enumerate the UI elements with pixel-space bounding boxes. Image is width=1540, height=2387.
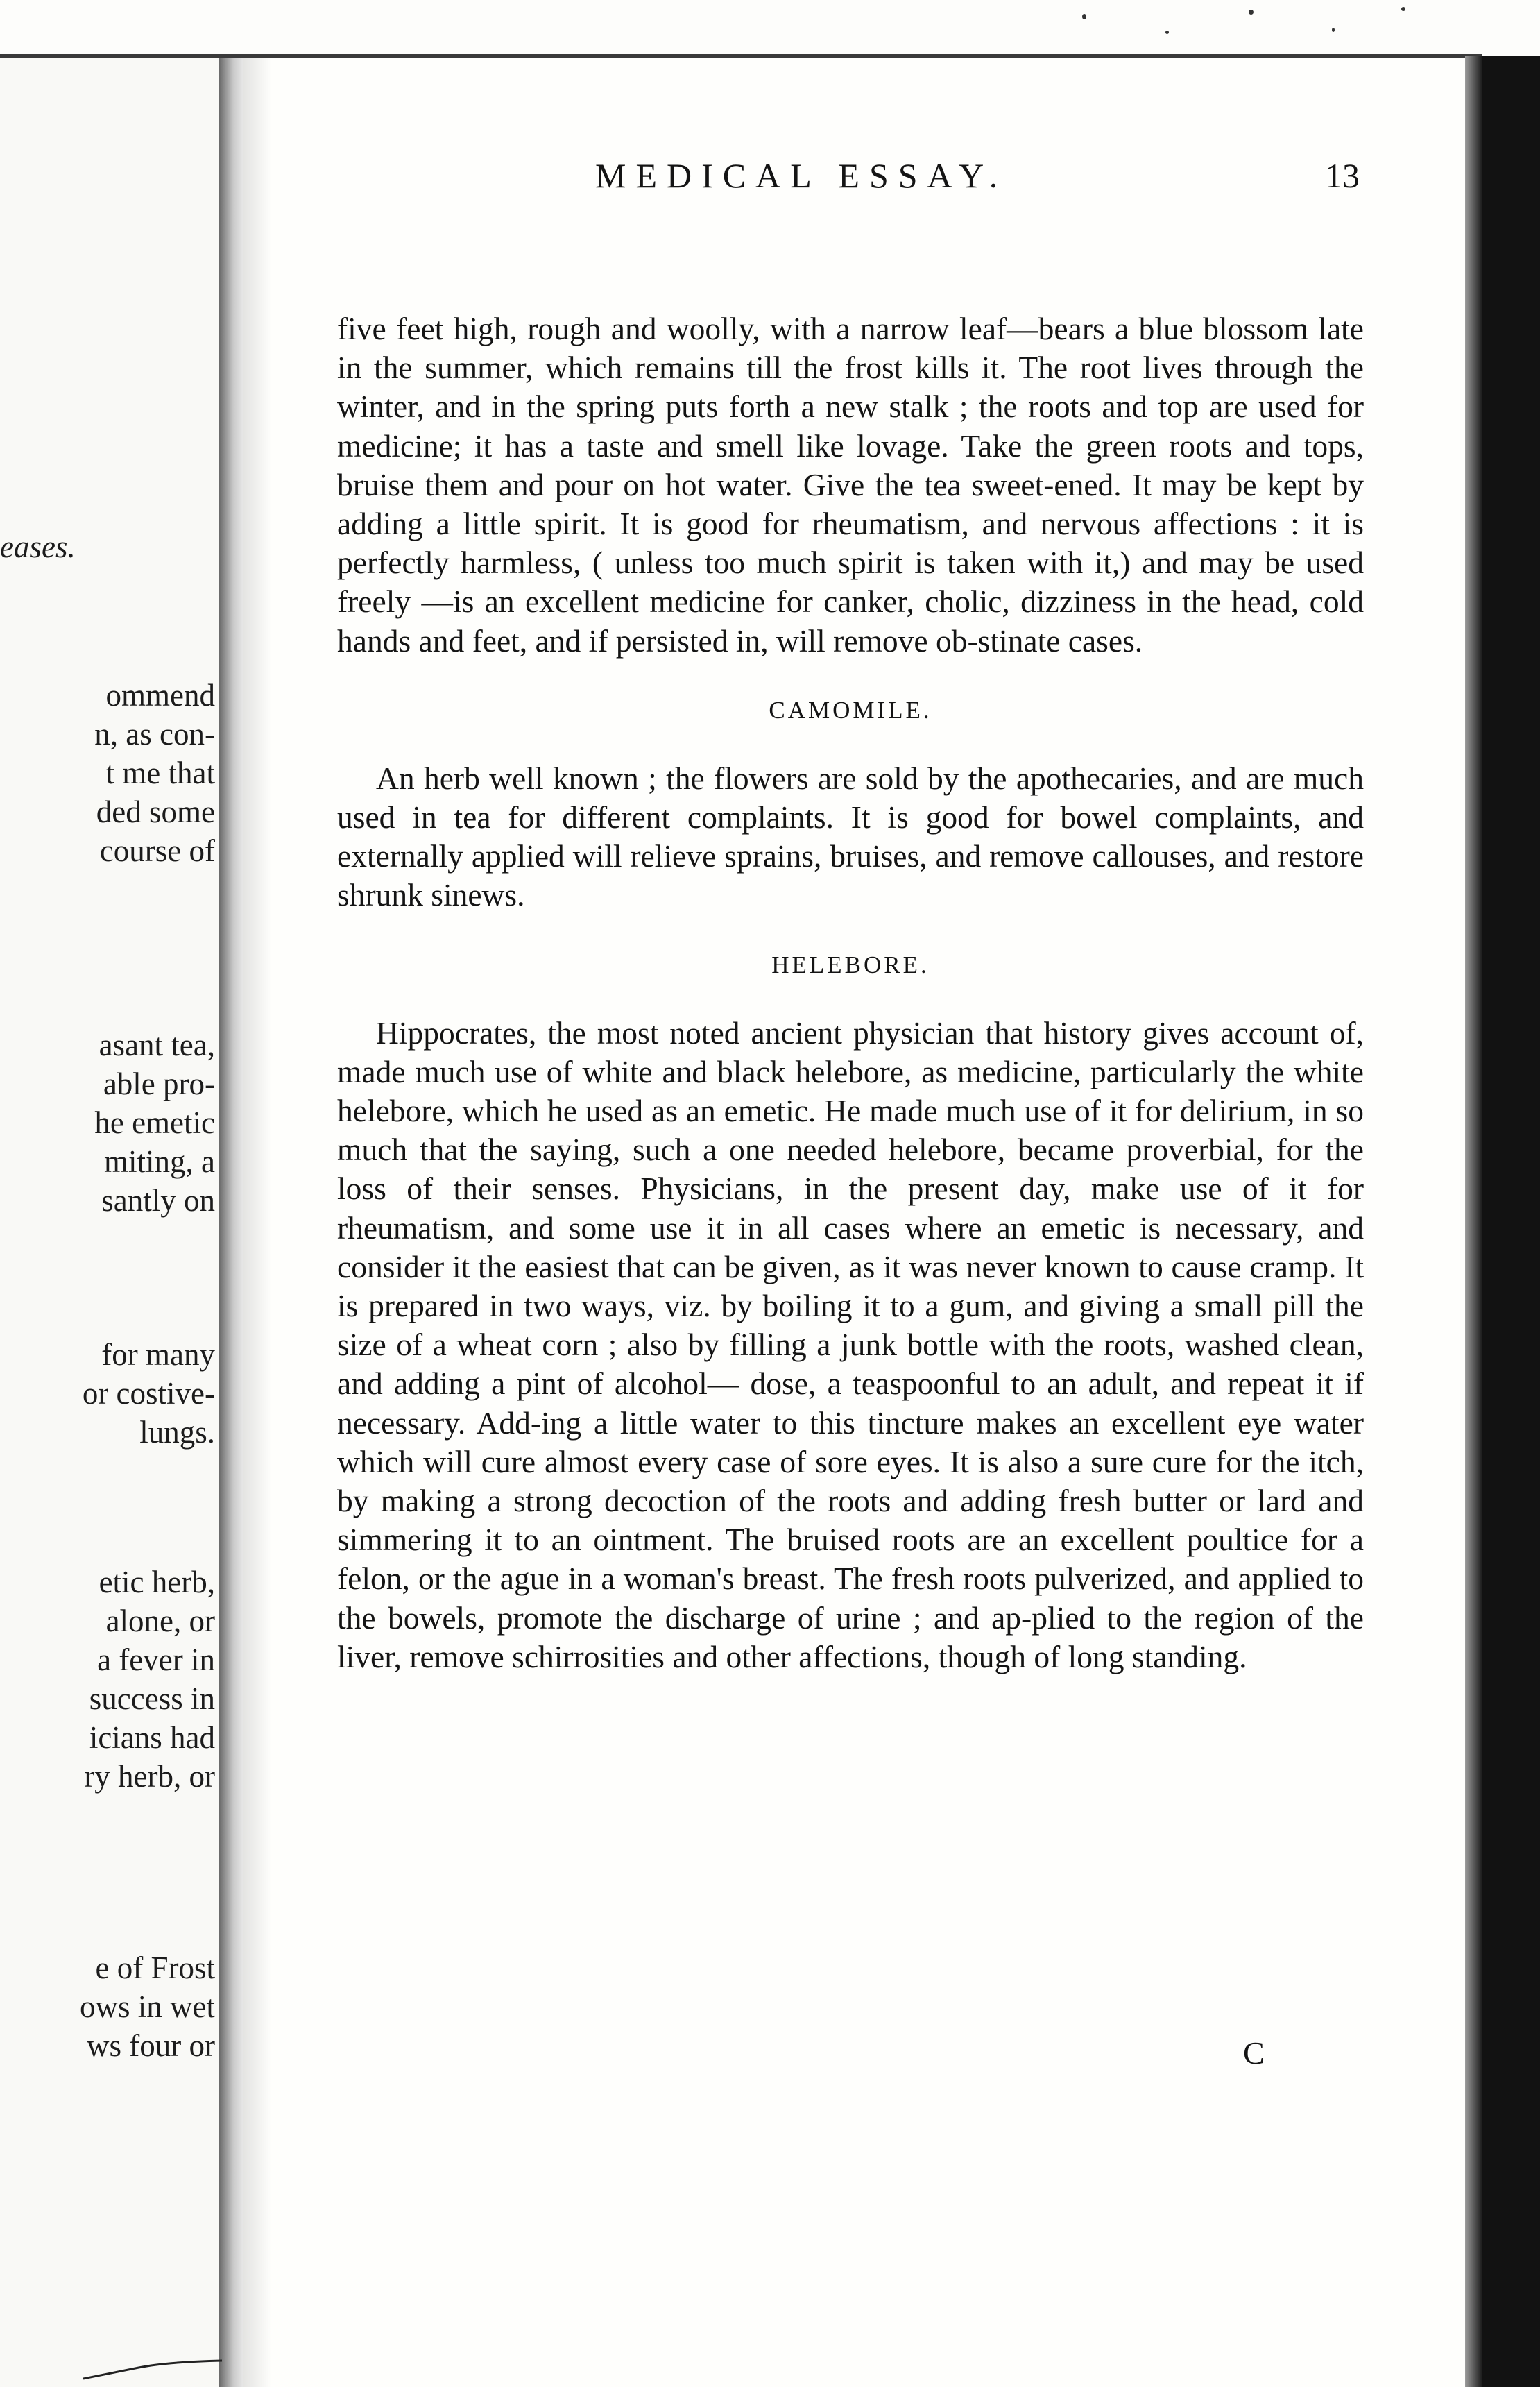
section-heading-camomile: CAMOMILE. (769, 696, 932, 724)
left-fragment-line: a fever in (97, 1642, 215, 1677)
left-fragment-line: asant tea, (99, 1028, 215, 1062)
signature-mark: C (1243, 2035, 1265, 2071)
running-title: MEDICAL ESSAY. (595, 156, 1008, 195)
left-fragment-line: success in (89, 1681, 215, 1716)
section-paragraph-camomile: An herb well known ; the flowers are sold by the apothecaries, and are much used in tea for different complaints. It is good for bowel complaints, and externally applied will relieve sprains, bruises, and remove callouses, and restore shrunk sinews. (337, 760, 1364, 913)
page-edge-shadow (1465, 56, 1482, 2387)
scan-artifact (83, 2352, 222, 2380)
left-fragment-line: or costive- (82, 1376, 215, 1411)
opening-paragraph: five feet high, rough and woolly, with a narrow leaf—bears a blue blossom late in the summer, which remains till the frost kills it. The root lives through the winter, and in the spring puts forth a new stalk ; the roots and top are used for medicine; it has a taste and smell like lovage. Take the green roots and tops, bruise them and pour on hot water. Give the tea sweet-ened. It may be kept by adding a little spirit. It is good for rheumatism, and nervous affections : it is perfectly harmless, ( unless too much spirit is taken with it,) and may be used freely —is an excellent medicine for canker, cholic, dizziness in the head, cold hands and feet, and if persisted in, will remove ob-stinate cases. (337, 311, 1364, 659)
left-fragment-line: ows in wet (80, 1989, 215, 2024)
left-fragment-line: santly on (101, 1183, 215, 1218)
left-fragment-line: ry herb, or (84, 1759, 215, 1794)
left-fragment-line: e of Frost (95, 1951, 215, 1985)
left-fragment-line: ws four or (87, 2028, 215, 2063)
running-head (325, 155, 1365, 211)
left-fragment-line: miting, a (104, 1144, 215, 1179)
left-fragment-line: t me that (105, 756, 215, 790)
page-number: 13 (1325, 156, 1360, 195)
left-fragment-line: n, as con- (94, 717, 215, 751)
left-fragment-line: alone, or (105, 1604, 215, 1638)
section-paragraph-helebore: Hippocrates, the most noted ancient physician that history gives account of, made much use of white and black helebore, as medicine, particularly the white helebore, which he used as an emetic. He made much use of it for delirium, in so much that the saying, such a one needed helebore, became proverbial, for the loss of their senses. Physicians, in the present day, make use of it for rheumatism, and some use it in all cases where an emetic is necessary, and consider it the easiest that can be given, as it was never known to cause cramp. It is prepared in two ways, viz. by boiling it to a gum, and giving a small pill the size of a wheat corn ; also by filling a junk bottle with the roots, washed clean, and adding a pint of alcohol— dose, a teaspoonful to an adult, and repeat it if necessary. Add-ing a little water to this tincture makes an excellent eye water which will cure almost every case of sore eyes. It is also a sure cure for the itch, by making a strong decoction of the roots and adding fresh butter or lard and simmering it to an ointment. The bruised roots are an excellent poultice for a felon, or the ague in a woman's breast. The fresh roots pulverized, and applied to the bowels, promote the discharge of urine ; and ap-plied to the region of the liver, remove schirrosities and other affections, though of long standing. (337, 1014, 1364, 1674)
page-text (337, 309, 1364, 1676)
section-heading-helebore: HELEBORE. (771, 951, 930, 978)
left-fragment-line: able pro- (103, 1067, 215, 1101)
left-fragment-line: ded some (96, 795, 215, 829)
scan-speckles (1041, 0, 1457, 49)
scan-border (1482, 56, 1540, 2387)
left-facing-page (0, 58, 219, 2387)
left-fragment-line: eases. (0, 529, 76, 564)
left-fragment-line: ommend (105, 678, 215, 713)
left-fragment-line: icians had (89, 1720, 215, 1755)
book-gutter (219, 58, 243, 2387)
left-fragment-line: etic herb, (99, 1565, 215, 1599)
left-fragment-line: he emetic (94, 1105, 215, 1140)
left-fragment-line: lungs. (139, 1415, 215, 1450)
left-fragment-line: for many (101, 1337, 215, 1372)
left-fragment-line: course of (99, 833, 215, 868)
gutter-shadow (243, 58, 271, 2387)
